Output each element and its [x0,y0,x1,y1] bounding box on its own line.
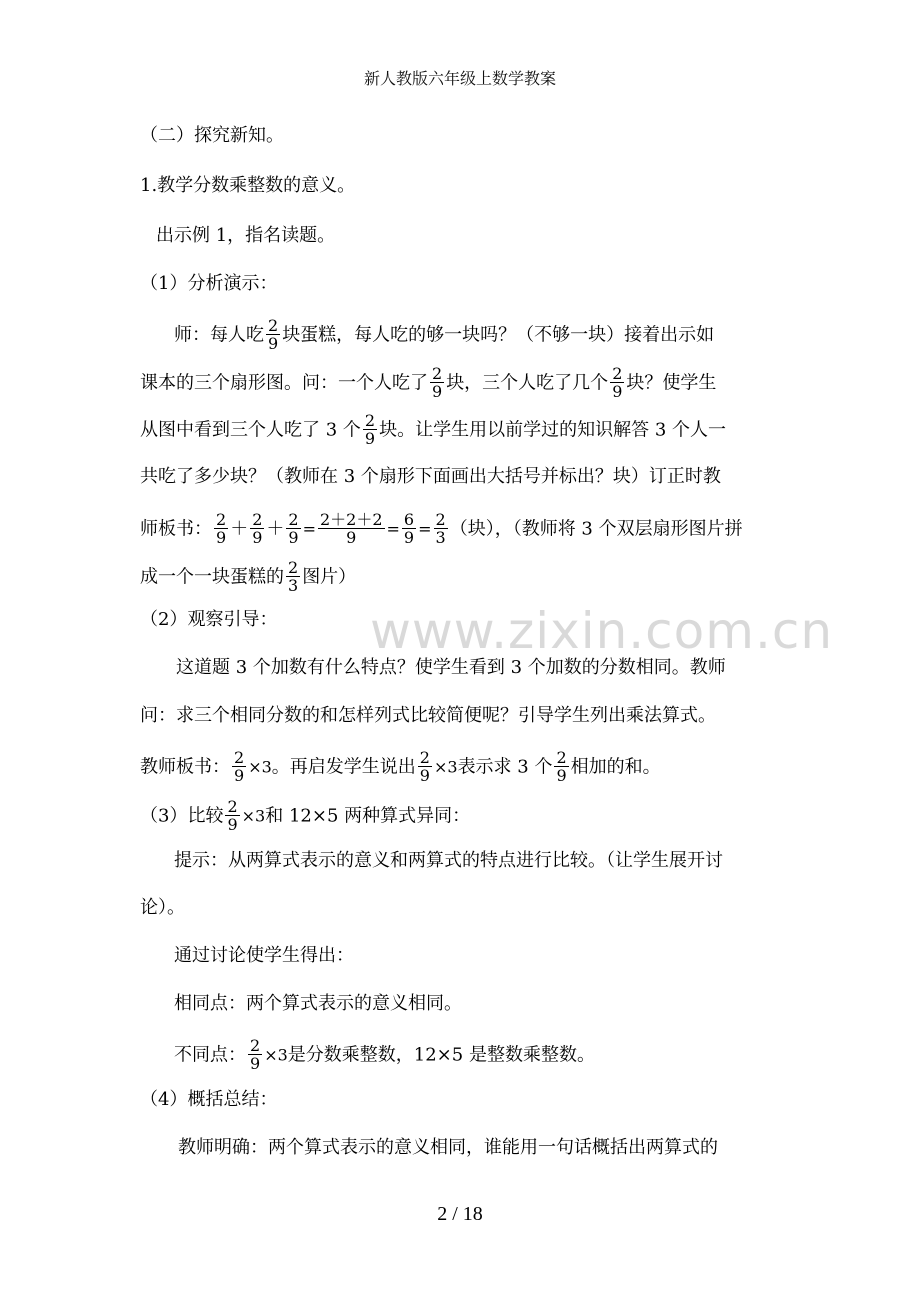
fraction-6-9: $\frac{6}{9}$ [403,510,415,547]
fraction-2-9: $\frac{2}{9}$ [612,364,623,401]
fraction-2-9: $\frac{2}{9}$ [268,316,279,353]
paragraph-line: 问：求三个相同分数的和怎样列式比较简便呢？引导学生列出乘法算式。 [140,705,716,726]
paragraph-line: 相同点：两个算式表示的意义相同。 [174,993,462,1014]
fraction-2-3: $\frac{2}{3}$ [288,558,299,595]
paragraph-line: 出示例 1，指名读题。 [156,225,336,246]
page-header: 新人教版六年级上数学教案 [363,69,556,88]
paragraph-line: 从图中看到三个人吃了 3 个 $\frac{2}{9}$ 块。让学生用以前学过的知识解答 3 个人一 [140,411,726,448]
paragraph-line: 通过讨论使学生得出： [174,945,354,966]
paragraph-line: 不同点： $\frac{2}{9}$ ×3是分数乘整数，12×5 是整数乘整数。 [174,1036,595,1073]
subheading-2: （2）观察引导： [140,609,278,630]
paragraph-line: 提示：从两算式表示的意义和两算式的特点进行比较。（让学生展开讨 [174,850,723,871]
equation-line: 师板书： $\frac{2}{9}$ ＋ $\frac{2}{9}$ ＋ $\frac{2}{9}$ = $\frac{2+2+2}{9}$ = $\frac{6}{9}$ = $\frac{2}{3}$ （块），（教师将 3 个双层扇形图片拼 [140,510,743,547]
paragraph-line: 成一个一块蛋糕的 $\frac{2}{3}$ 图片） [140,558,357,595]
fraction-2-9: $\frac{2}{9}$ [288,510,299,547]
fraction-2-3: $\frac{2}{3}$ [435,510,446,547]
fraction-sum-9: $\frac{2+2+2}{9}$ [319,510,383,547]
topic-heading: 1.教学分数乘整数的意义。 [140,175,356,196]
subheading-3: （3）比较 $\frac{2}{9}$ ×3和 12×5 两种算式异同： [140,797,471,834]
paragraph-line: 论）。 [140,897,185,918]
section-heading: （二）探究新知。 [140,125,284,146]
watermark: www.zixin.com.cn [370,602,834,660]
paragraph-line: 教师明确：两个算式表示的意义相同，谁能用一句话概括出两算式的 [178,1137,718,1158]
fraction-2-9: $\frac{2}{9}$ [250,1036,261,1073]
fraction-2-9: $\frac{2}{9}$ [227,797,238,834]
paragraph-line: 教师板书： $\frac{2}{9}$ ×3。再启发学生说出 $\frac{2}{9}$ ×3表示求 3 个 $\frac{2}{9}$ 相加的和。 [140,748,661,785]
fraction-2-9: $\frac{2}{9}$ [234,748,245,785]
fraction-2-9: $\frac{2}{9}$ [252,510,263,547]
fraction-2-9: $\frac{2}{9}$ [432,364,443,401]
subheading-4: （4）概括总结： [140,1089,278,1110]
fraction-2-9: $\frac{2}{9}$ [216,510,227,547]
fraction-2-9: $\frac{2}{9}$ [556,748,567,785]
subheading-1: （1）分析演示： [140,273,278,294]
paragraph-line: 师：每人吃 $\frac{2}{9}$ 块蛋糕，每人吃的够一块吗？（不够一块）接着出示如 [174,316,715,353]
paragraph-line: 这道题 3 个加数有什么特点？使学生看到 3 个加数的分数相同。教师 [176,657,726,678]
fraction-2-9: $\frac{2}{9}$ [364,411,376,448]
paragraph-line: 共吃了多少块？（教师在 3 个扇形下面画出大括号并标出？块）订正时教 [140,466,721,487]
fraction-2-9: $\frac{2}{9}$ [419,748,430,785]
page-number: 2 / 18 [437,1203,483,1225]
paragraph-line: 课本的三个扇形图。问：一个人吃了 $\frac{2}{9}$ 块，三个人吃了几个 $\frac{2}{9}$ 块？使学生 [140,364,717,401]
